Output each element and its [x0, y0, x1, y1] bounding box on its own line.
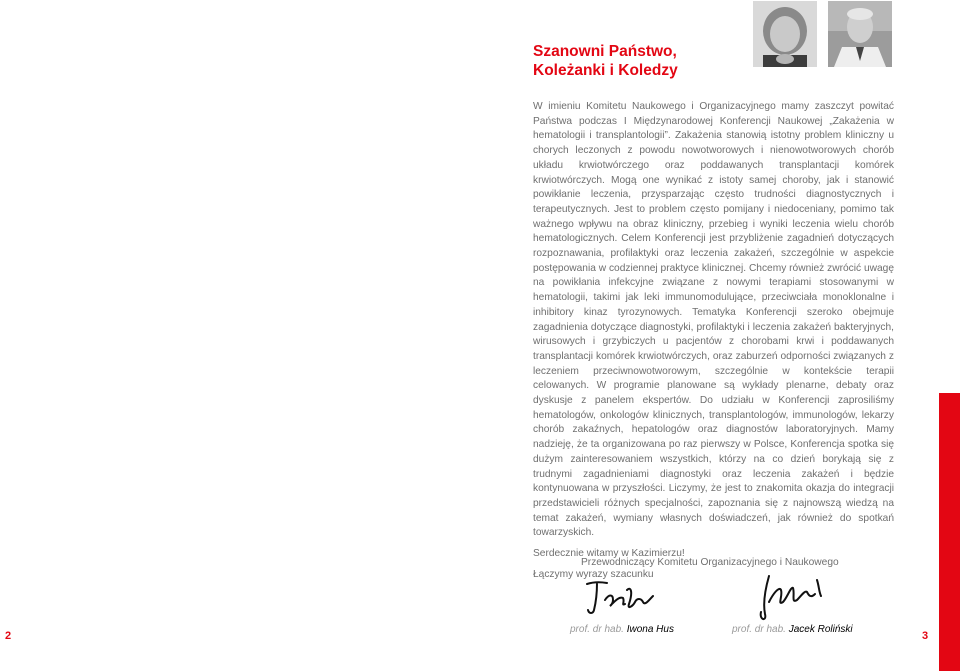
page-number-right: 3 — [922, 630, 929, 642]
letter-body — [533, 100, 894, 589]
chairs-title: Przewodniczący Komitetu Organizacyjnego i Naukowego — [581, 557, 839, 568]
chair-right-degree: prof. dr hab. — [732, 624, 786, 635]
portrait-photo-man — [828, 1, 892, 67]
chair-right-fullname: Jacek Roliński — [788, 624, 853, 635]
letter-closing-welcome: Serdecznie witamy w Kazimierzu! — [533, 548, 685, 560]
chair-right-name — [732, 624, 853, 635]
red-accent-bar — [939, 393, 960, 671]
letter-closing-regards: Łączymy wyrazy szacunku — [533, 568, 654, 580]
signature-left — [583, 576, 661, 625]
greeting-line-2: Koleżanki i Koledzy — [533, 62, 678, 79]
chair-left-fullname: Iwona Hus — [626, 624, 674, 635]
page-number-left: 2 — [5, 630, 12, 642]
signature-right — [755, 572, 833, 629]
portrait-photo-woman — [753, 1, 817, 67]
chair-left-name — [570, 624, 674, 635]
chair-left-degree: prof. dr hab. — [570, 624, 624, 635]
greeting-heading — [533, 42, 678, 80]
greeting-line-1: Szanowni Państwo, — [533, 43, 677, 60]
letter-paragraph: W imieniu Komitetu Naukowego i Organizacyjnego mamy zaszczyt powitać Państwa podczas I Międzynarodowej Konferencji Naukowej „Zakażenia w hematologii i transplantologii”. Zakażenia stanowią istotny problem kliniczny u chorych leczonych z powodu nowotworowych i nienowotworowych chorób układu krwiotwórczego oraz poddawanych transplantacji komórek krwiotwórczych. Mogą one wynikać z istoty samej choroby, jak i stanowić powikłanie leczenia, przysparzając często trudności diagnostycznych i terapeutycznych. Jest to problem często pomijany i niedoceniany, pomimo tak ważnego wpływu na obraz kliniczny, przebieg i wyniki leczenia wielu chorób hematologicznych. Celem Konferencji jest przybliżenie zagadnień dotyczących rozpoznawania, profilaktyki oraz leczenia zakażeń, szczególnie w aspekcie postępowania w codziennej praktyce klinicznej. Chcemy również zwrócić uwagę na powikłania infekcyjne związane z nowymi terapiami stosowanymi w hematologii, takimi jak leki immunomodulujące, przeciwciała monoklonalne i inhibitory kinaz tyrozynowych. Tematyka Konferencji szeroko obejmuje zagadnienia dotyczące diagnostyki, profilaktyki i leczenia zakażeń bakteryjnych, wirusowych i grzybiczych u pacjentów z chorobami krwi i poddawanych transplantacji komórek krwiotwórczych, oraz zaburzeń odporności związanych z leczeniem przeciwnowotworowym, szczególnie w kontekście terapii celowanych. W programie planowane są wykłady plenarne, debaty oraz dyskusje z panelem ekspertów. Do udziału w Konferencji zaprosiliśmy hematologów, onkologów klinicznych, transplantologów, immunologów, lekarzy chorób zakaźnych, hepatologów oraz diagnostów laboratoryjnych. Mamy nadzieję, że ta organizowana po raz pierwszy w Polsce, Konferencja spotka się dużym zainteresowaniem wszystkich, którzy na co dzień borykają się z trudnymi zagadnieniami diagnostyki oraz leczenia zakażeń i będzie kontynuowana w przyszłości. Liczymy, że jest to znakomita okazja do integracji przedstawicieli różnych specjalności, zapoznania się z najnowszą wiedzą na temat zakażeń, wymiany własnych doświadczeń, jak również do spotkań towarzyskich. — [533, 101, 894, 539]
